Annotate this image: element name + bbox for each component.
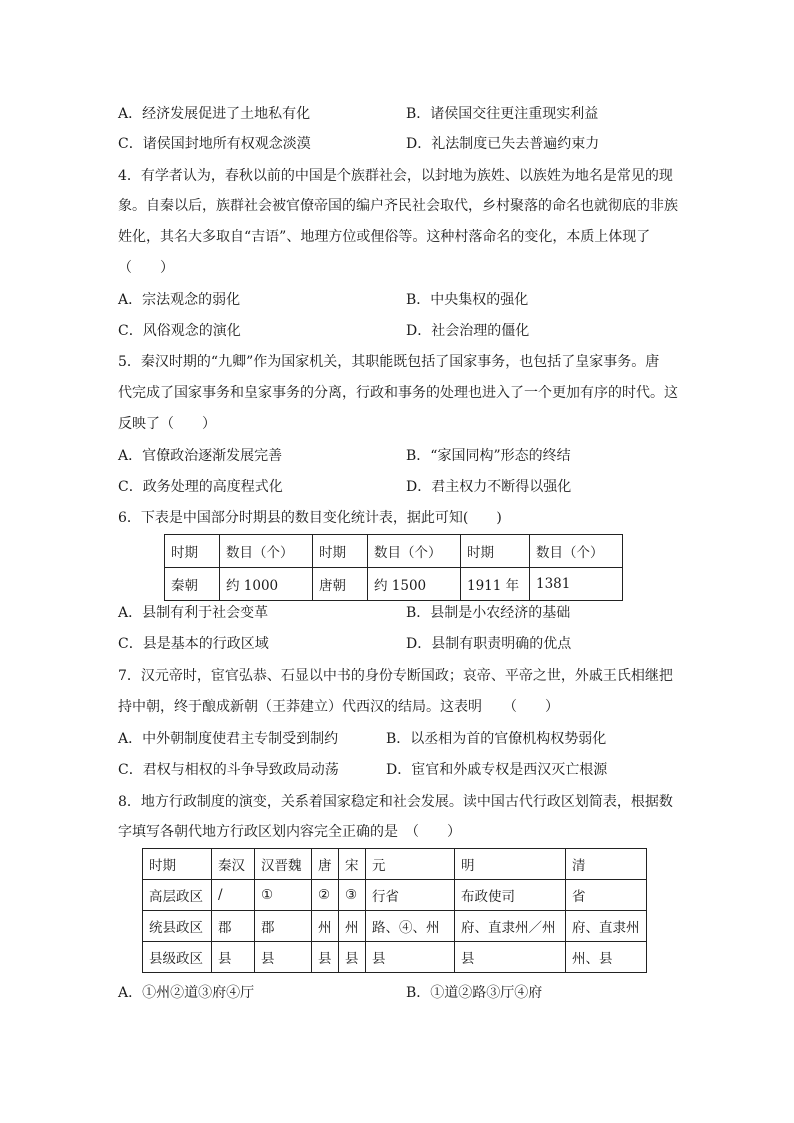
q7-stem-line: 7．汉元帝时，宦官弘恭、石显以中书的身份专断国政；哀帝、平帝之世，外戚王氏相继把 [118, 668, 673, 684]
q6-option-a[interactable]: A．县制有利于社会变革 [118, 605, 269, 621]
q5-option-b[interactable]: B．“家国同构”形态的终结 [406, 448, 571, 464]
table-cell: 行省 [366, 880, 455, 911]
table-row [143, 880, 647, 911]
table-cell: 统县政区 [143, 911, 212, 942]
q6-option-c[interactable]: C．县是基本的行政区域 [118, 636, 269, 652]
q4-option-b[interactable]: B．中央集权的强化 [406, 292, 529, 308]
q7-option-d[interactable]: D．宦官和外戚专权是西汉灭亡根源 [386, 762, 608, 778]
table-cell: 数目（个） [220, 535, 313, 568]
table-cell: 县 [255, 942, 312, 973]
q4-stem-line: 象。自秦以后，族群社会被官僚帝国的编户齐民社会取代，乡村聚落的命名也就彻底的非族 [118, 198, 678, 214]
q7-option-c[interactable]: C．君权与相权的斗争导致政局动荡 [118, 762, 339, 778]
q5-stem-line: 5．秦汉时期的“九卿”作为国家机关，其职能既包括了国家事务，也包括了皇家事务。唐 [118, 354, 660, 370]
q6-option-b[interactable]: B．县制是小农经济的基础 [406, 605, 571, 621]
table-cell: 县 [312, 942, 339, 973]
q4-stem-line: 姓化，其名大多取自“吉语”、地理方位或俚俗等。这种村落命名的变化，本质上体现了 [118, 229, 651, 245]
q6-table [164, 534, 623, 601]
table-row [143, 942, 647, 973]
table-cell: 郡 [255, 911, 312, 942]
q4-option-d[interactable]: D．社会治理的僵化 [406, 323, 530, 339]
table-row [143, 911, 647, 942]
table-cell: 县 [339, 942, 366, 973]
q8-stem-line: 8．地方行政制度的演变，关系着国家稳定和社会发展。读中国古代行政区划简表，根据数 [118, 794, 673, 810]
table-cell: 州 [312, 911, 339, 942]
table-cell: 约 1000 [220, 568, 313, 601]
q6-option-d[interactable]: D．县制有职责明确的优点 [406, 636, 572, 652]
table-cell: 布政使司 [455, 880, 566, 911]
table-cell: 高层政区 [143, 880, 212, 911]
table-cell: ① [255, 880, 312, 911]
table-cell: 时期 [461, 535, 530, 568]
table-cell: 州、县 [566, 942, 647, 973]
table-cell: 府、直隶州／州 [455, 911, 566, 942]
q4-answer-blank: （ ） [118, 260, 174, 276]
table-cell: 1911 年 [461, 568, 530, 601]
table-cell: 数目（个） [530, 535, 623, 568]
table-cell: 唐朝 [313, 568, 368, 601]
table-cell: 县 [366, 942, 455, 973]
table-cell: 汉晋魏 [255, 849, 312, 880]
q5-option-c[interactable]: C．政务处理的高度程式化 [118, 479, 283, 495]
table-cell: 元 [366, 849, 455, 880]
q8-table [142, 848, 647, 973]
q5-option-a[interactable]: A．官僚政治逐渐发展完善 [118, 448, 283, 464]
q4-option-a[interactable]: A．宗法观念的弱化 [118, 292, 241, 308]
q3-option-a[interactable]: A．经济发展促进了土地私有化 [118, 106, 311, 122]
q8-stem-line: 字填写各朝代地方行政区划内容完全正确的是 （ ） [118, 824, 461, 840]
table-cell: 清 [566, 849, 647, 880]
table-cell: 省 [566, 880, 647, 911]
table-cell: ③ [339, 880, 366, 911]
table-row [165, 568, 623, 601]
table-cell: 郡 [212, 911, 255, 942]
q4-option-c[interactable]: C．风俗观念的演化 [118, 323, 241, 339]
table-cell: 府、直隶州 [566, 911, 647, 942]
table-cell: 时期 [143, 849, 212, 880]
q3-option-b[interactable]: B．诸侯国交往更注重现实利益 [406, 106, 599, 122]
table-cell: 宋 [339, 849, 366, 880]
table-row [143, 849, 647, 880]
table-cell: 县 [212, 942, 255, 973]
q3-option-c[interactable]: C．诸侯国封地所有权观念淡漠 [118, 136, 311, 152]
table-cell: 县级政区 [143, 942, 212, 973]
q3-option-d[interactable]: D．礼法制度已失去普遍约束力 [406, 136, 600, 152]
table-cell: 州 [339, 911, 366, 942]
q5-stem-line: 反映了（ ） [118, 416, 216, 432]
table-cell: 约 1500 [368, 568, 461, 601]
q8-option-b[interactable]: B．①道②路③厅④府 [406, 985, 543, 1001]
table-cell: 时期 [165, 535, 220, 568]
table-cell: 秦朝 [165, 568, 220, 601]
table-cell: 时期 [313, 535, 368, 568]
table-cell: 1381 [530, 568, 623, 601]
q5-option-d[interactable]: D．君主权力不断得以强化 [406, 479, 572, 495]
q8-option-a[interactable]: A．①州②道③府④厅 [118, 985, 255, 1001]
q7-option-a[interactable]: A．中外朝制度使君主专制受到制约 [118, 731, 339, 747]
table-cell: 路、④、州 [366, 911, 455, 942]
table-cell: 数目（个） [368, 535, 461, 568]
table-cell: 县 [455, 942, 566, 973]
table-cell: / [212, 880, 255, 911]
table-cell: ② [312, 880, 339, 911]
q5-stem-line: 代完成了国家事务和皇家事务的分离，行政和事务的处理也进入了一个更加有序的时代。这 [118, 385, 678, 401]
q4-stem-line: 4．有学者认为，春秋以前的中国是个族群社会，以封地为族姓、以族姓为地名是常见的现 [118, 168, 673, 184]
table-cell: 明 [455, 849, 566, 880]
table-cell: 秦汉 [212, 849, 255, 880]
q7-option-b[interactable]: B．以丞相为首的官僚机构权势弱化 [386, 731, 607, 747]
table-cell: 唐 [312, 849, 339, 880]
q6-stem: 6．下表是中国部分时期县的数目变化统计表，据此可知( ) [118, 510, 502, 526]
q7-stem-line: 持中朝，终于酿成新朝（王莽建立）代西汉的结局。这表明 （ ） [118, 699, 559, 715]
table-row [165, 535, 623, 568]
